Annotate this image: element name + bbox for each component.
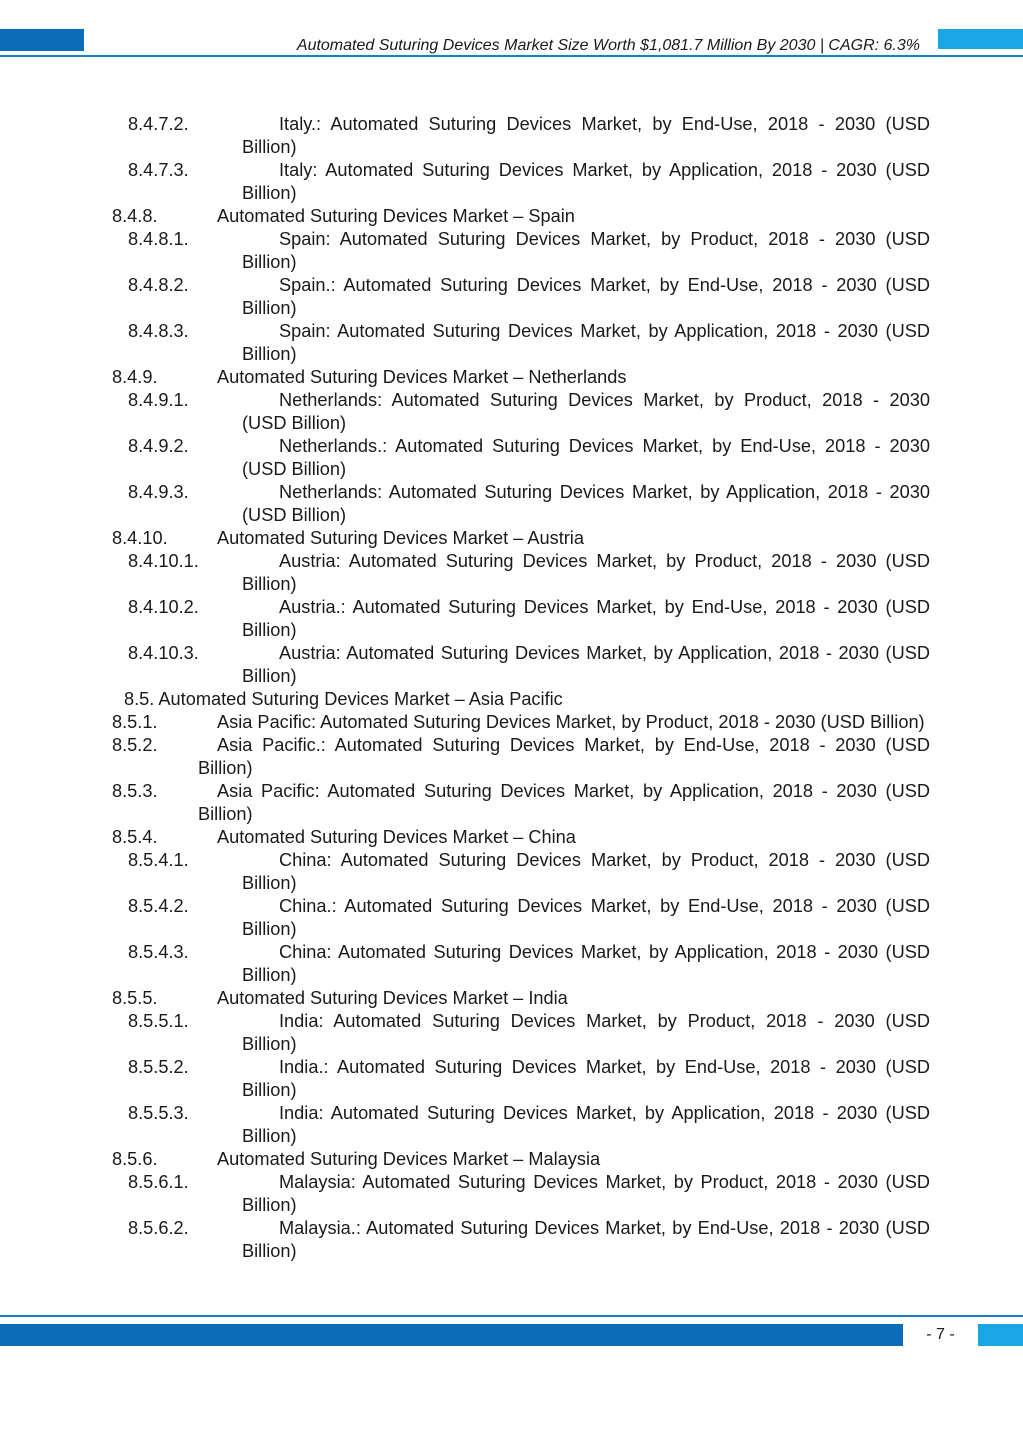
toc-entry[interactable]: [128, 550, 930, 596]
toc-entry-number: 8.4.10.1.: [128, 551, 199, 571]
toc-entry-title: Automated Suturing Devices Market – Asia Pacific: [158, 689, 563, 709]
toc-entry-title: Asia Pacific.: Automated Suturing Devices Market, by End-Use, 2018 - 2030 (USD Billion): [198, 735, 930, 778]
toc-entry-number: 8.5.5.1.: [128, 1011, 189, 1031]
toc-entry-title: Automated Suturing Devices Market – Spain: [217, 206, 575, 226]
footer-accent-right: [978, 1324, 1023, 1346]
toc-entry-number: 8.5.1.: [112, 712, 158, 732]
toc-entry-title: Automated Suturing Devices Market – Malaysia: [217, 1149, 601, 1169]
toc-entry-title: Automated Suturing Devices Market – Netherlands: [217, 367, 627, 387]
page-number: - 7 -: [926, 1326, 955, 1343]
toc-entry-title: Asia Pacific: Automated Suturing Devices Market, by Application, 2018 - 2030 (USD Billion): [198, 781, 930, 824]
toc-entry-number: 8.5.5.: [112, 988, 158, 1008]
toc-entry-number: 8.4.9.: [112, 367, 158, 387]
toc-entry-number: 8.4.9.2.: [128, 436, 189, 456]
toc-entry[interactable]: [128, 895, 930, 941]
toc-entry[interactable]: [128, 481, 930, 527]
toc-entry[interactable]: [112, 734, 930, 780]
toc-entry[interactable]: [112, 780, 930, 826]
toc-entry-number: 8.4.9.3.: [128, 482, 189, 502]
toc-entry-number: 8.5.3.: [112, 781, 158, 801]
toc-entry[interactable]: [128, 1010, 930, 1056]
toc-entry[interactable]: [128, 849, 930, 895]
toc-entry[interactable]: [124, 688, 930, 711]
toc-entry[interactable]: [128, 435, 930, 481]
footer-bar: [0, 1324, 903, 1346]
toc-entry[interactable]: [112, 711, 930, 734]
toc-entry[interactable]: [128, 596, 930, 642]
toc-entry-number: 8.5.6.: [112, 1149, 158, 1169]
toc-entry-title: Italy.: Automated Suturing Devices Market, by End-Use, 2018 - 2030 (USD Billion): [242, 114, 930, 157]
toc-entry-title: India: Automated Suturing Devices Market, by Product, 2018 - 2030 (USD Billion): [242, 1011, 930, 1054]
header-rule: [0, 55, 1023, 57]
header-accent-right: [938, 29, 1023, 49]
toc-entry-number: 8.5.2.: [112, 735, 158, 755]
toc-entry-number: 8.5.4.1.: [128, 850, 189, 870]
toc-entry-number: 8.4.8.: [112, 206, 158, 226]
toc-entry-title: China: Automated Suturing Devices Market, by Application, 2018 - 2030 (USD Billion): [242, 942, 930, 985]
toc-entry[interactable]: [128, 642, 930, 688]
toc-entry[interactable]: [128, 228, 930, 274]
toc-entry-number: 8.5.5.2.: [128, 1057, 189, 1077]
toc-entry-number: 8.4.9.1.: [128, 390, 189, 410]
header-title: Automated Suturing Devices Market Size Worth $1,081.7 Million By 2030 | CAGR: 6.3%: [296, 37, 920, 54]
toc-entry-number: 8.5.: [124, 689, 155, 709]
toc-entry[interactable]: [128, 941, 930, 987]
toc-entry-title: China: Automated Suturing Devices Market, by Product, 2018 - 2030 (USD Billion): [242, 850, 930, 893]
toc-entry-title: Automated Suturing Devices Market – China: [217, 827, 576, 847]
toc-entry-title: Austria: Automated Suturing Devices Market, by Application, 2018 - 2030 (USD Billion): [242, 643, 930, 686]
toc-entry[interactable]: [112, 527, 930, 550]
toc-entry-title: Spain: Automated Suturing Devices Market, by Application, 2018 - 2030 (USD Billion): [242, 321, 930, 364]
toc-entry[interactable]: [128, 274, 930, 320]
toc-entry-title: India: Automated Suturing Devices Market, by Application, 2018 - 2030 (USD Billion): [242, 1103, 930, 1146]
toc-entry-number: 8.5.6.2.: [128, 1218, 189, 1238]
toc-entry-number: 8.4.8.3.: [128, 321, 189, 341]
toc-entry-number: 8.4.10.3.: [128, 643, 199, 663]
toc-entry[interactable]: [128, 1217, 930, 1263]
toc-entry-title: Netherlands.: Automated Suturing Devices Market, by End-Use, 2018 - 2030 (USD Billion): [242, 436, 930, 479]
toc-entry-title: Malaysia.: Automated Suturing Devices Market, by End-Use, 2018 - 2030 (USD Billion): [242, 1218, 930, 1261]
toc-entry-title: Netherlands: Automated Suturing Devices Market, by Application, 2018 - 2030 (USD Billion): [242, 482, 930, 525]
toc-entry[interactable]: [128, 320, 930, 366]
toc-entry-title: China.: Automated Suturing Devices Market, by End-Use, 2018 - 2030 (USD Billion): [242, 896, 930, 939]
toc-entry-title: Spain: Automated Suturing Devices Market, by Product, 2018 - 2030 (USD Billion): [242, 229, 930, 272]
toc-entry-number: 8.5.4.2.: [128, 896, 189, 916]
toc-entry[interactable]: [128, 1171, 930, 1217]
toc-entry-number: 8.5.6.1.: [128, 1172, 189, 1192]
toc-entry-title: Malaysia: Automated Suturing Devices Market, by Product, 2018 - 2030 (USD Billion): [242, 1172, 930, 1215]
toc-entry-number: 8.4.8.1.: [128, 229, 189, 249]
footer-rule: [0, 1315, 1023, 1317]
toc-entry-number: 8.5.5.3.: [128, 1103, 189, 1123]
toc-entry[interactable]: [112, 1148, 930, 1171]
toc-entry-title: India.: Automated Suturing Devices Market, by End-Use, 2018 - 2030 (USD Billion): [242, 1057, 930, 1100]
toc-entry[interactable]: [128, 113, 930, 159]
toc-entry[interactable]: [112, 987, 930, 1010]
table-of-contents: [0, 113, 1023, 1263]
toc-entry[interactable]: [112, 205, 930, 228]
toc-entry-number: 8.4.7.2.: [128, 114, 189, 134]
toc-entry[interactable]: [112, 826, 930, 849]
toc-entry-number: 8.5.4.3.: [128, 942, 189, 962]
header-accent-left: [0, 29, 84, 51]
toc-entry-number: 8.5.4.: [112, 827, 158, 847]
toc-entry-number: 8.4.7.3.: [128, 160, 189, 180]
toc-entry-title: Austria.: Automated Suturing Devices Market, by End-Use, 2018 - 2030 (USD Billion): [242, 597, 930, 640]
toc-entry[interactable]: [128, 1056, 930, 1102]
toc-entry-number: 8.4.8.2.: [128, 275, 189, 295]
toc-entry[interactable]: [128, 389, 930, 435]
toc-entry[interactable]: [128, 1102, 930, 1148]
toc-entry[interactable]: [112, 366, 930, 389]
toc-entry-title: Netherlands: Automated Suturing Devices Market, by Product, 2018 - 2030 (USD Billion): [242, 390, 930, 433]
toc-entry-title: Automated Suturing Devices Market – Austria: [217, 528, 584, 548]
toc-entry-title: Asia Pacific: Automated Suturing Devices Market, by Product, 2018 - 2030 (USD Billion): [217, 712, 925, 732]
toc-entry[interactable]: [128, 159, 930, 205]
toc-entry-title: Austria: Automated Suturing Devices Market, by Product, 2018 - 2030 (USD Billion): [242, 551, 930, 594]
toc-entry-title: Spain.: Automated Suturing Devices Market, by End-Use, 2018 - 2030 (USD Billion): [242, 275, 930, 318]
toc-entry-title: Automated Suturing Devices Market – India: [217, 988, 568, 1008]
toc-entry-number: 8.4.10.: [112, 528, 168, 548]
toc-entry-title: Italy: Automated Suturing Devices Market, by Application, 2018 - 2030 (USD Billion): [242, 160, 930, 203]
toc-entry-number: 8.4.10.2.: [128, 597, 199, 617]
